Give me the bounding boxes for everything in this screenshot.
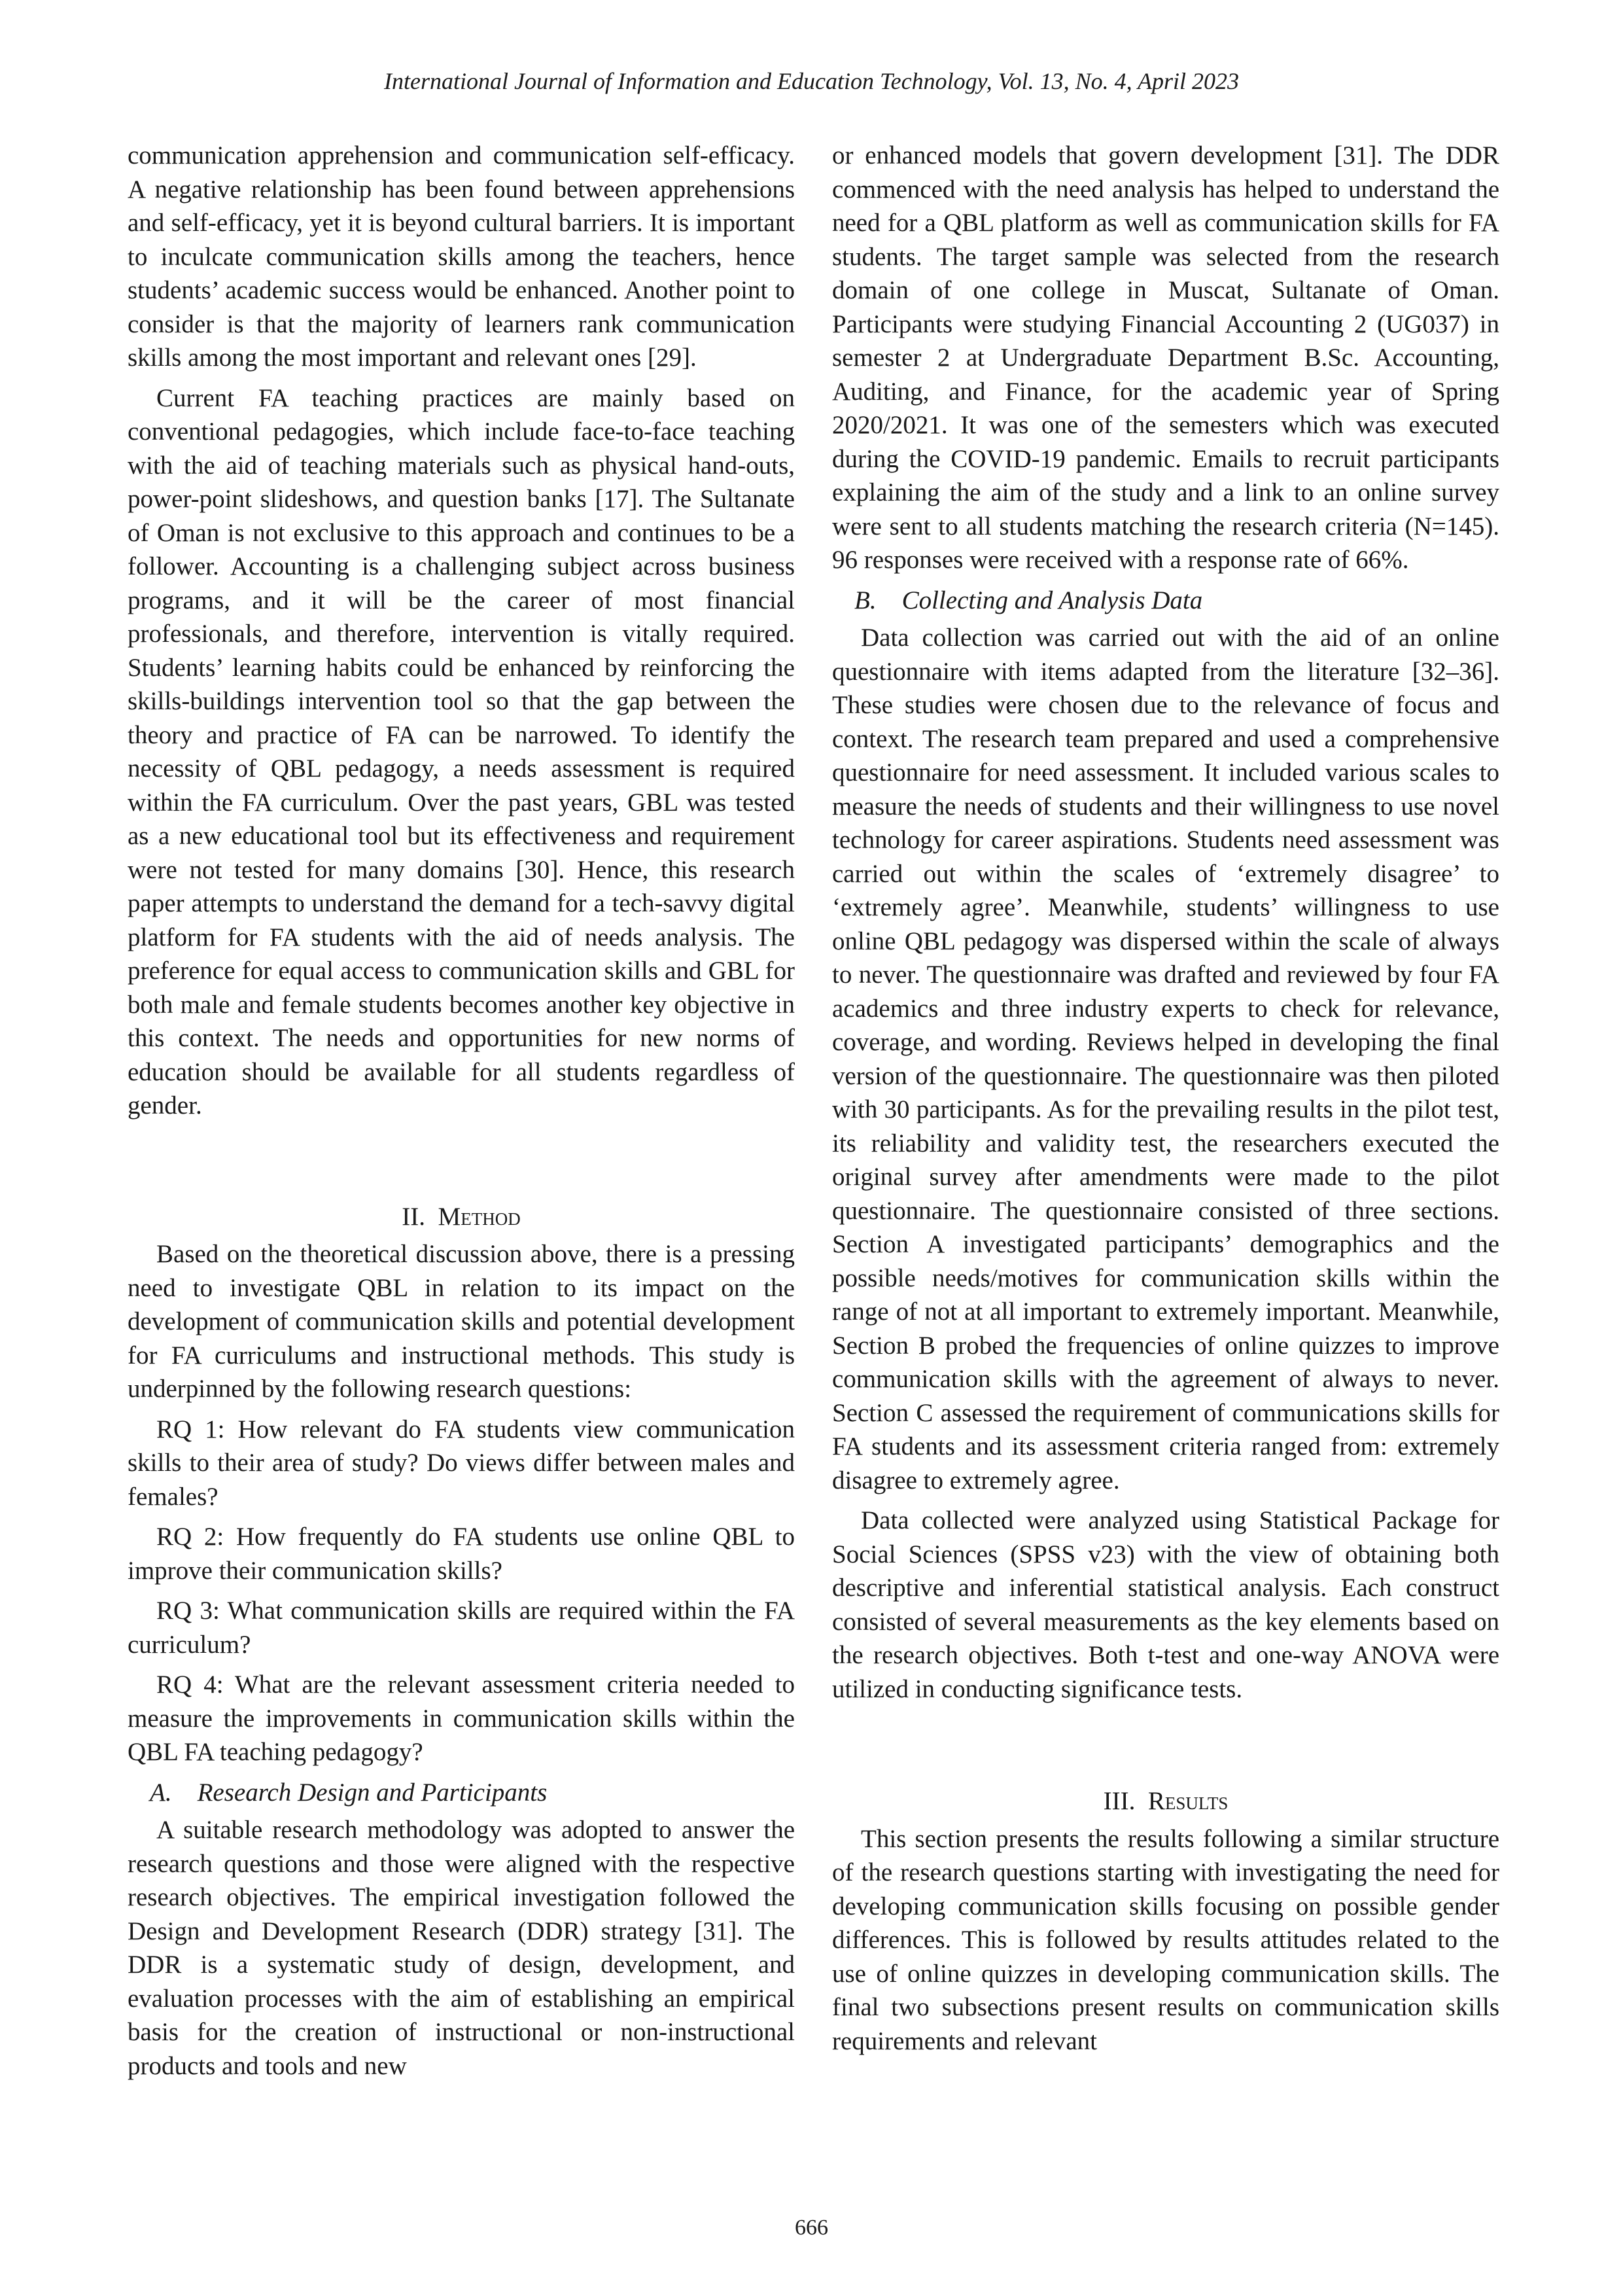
left-column (128, 139, 795, 2089)
paragraph: This section presents the results following a similar structure of the research questions starting with investigating the need for developing communication skills focusing on possible gender differences. This is followed by results attitudes related to the use of online quizzes in developing communication skills. The final two subsections present results on communication skills requirements and relevant (832, 1824, 1499, 2055)
section-heading-method (128, 1200, 795, 1234)
section-heading-results (832, 1784, 1499, 1818)
research-question: RQ 3: What communication skills are required within the FA curriculum? (128, 1597, 795, 1659)
paragraph: Current FA teaching practices are mainly based on conventional pedagogies, which include face-to-face teaching with the aid of teaching materials such as physical hand-outs, power-point slideshows, and question banks [17]. The Sultanate of Oman is not exclusive to this approach and continues to be a follower. Accounting is a challenging subject across business programs, and it will be the career of most financial professionals, and therefore, intervention is vitally required. Students’ learning habits could be enhanced by reinforcing the skills-buildings intervention tool so that the gap between the theory and practice of FA can be narrowed. To identify the necessity of QBL pedagogy, a needs assessment is required within the FA curriculum. Over the past years, GBL was tested as a new educational tool but its effectiveness and requirement were not tested for many domains [30]. Hence, this research paper attempts to understand the demand for a tech-savvy digital platform for FA students with the aid of needs analysis. The preference for equal access to communication skills and GBL for both male and female students becomes another key objective in this context. The needs and opportunities for new norms of education should be available for all students regardless of gender. (128, 383, 795, 1120)
paragraph: Data collection was carried out with the aid of an online questionnaire with items adapted from the literature [32–36]. These studies were chosen due to the relevance of focus and context. The research team prepared and used a comprehensive questionnaire for need assessment. It included various scales to measure the needs of students and their willingness to use novel technology for career aspirations. Students need assessment was carried out within the scales of ‘extremely disagree’ to ‘extremely agree’. Meanwhile, students’ willingness to use online QBL pedagogy was dispersed within the scale of always to never. The questionnaire was drafted and reviewed by four FA academics and three industry experts to check for relevance, coverage, and wording. Reviews helped in developing the final version of the questionnaire. The questionnaire was then piloted with 30 participants. As for the prevailing results in the pilot test, its reliability and validity test, the researchers executed the original survey after amendments were made to the pilot questionnaire. The questionnaire consisted of three sections. Section A investigated participants’ demographics and the possible needs/motives for communication skills within the range of not at all important to extremely important. Meanwhile, Section B probed the frequencies of online quizzes to improve communication skills with the agreement of always to never. Section C assessed the requirement of communications skills for FA students and its assessment criteria ranged from: extremely disagree to extremely agree. (832, 624, 1499, 1494)
section-number: II. (402, 1202, 426, 1231)
paragraph: or enhanced models that govern development [31]. The DDR commenced with the need analysis has helped to understand the need for a QBL platform as well as communication skills for FA students. The target sample was selected from the research domain of one college in Muscat, Sultanate of Oman. Participants were studying Financial Accounting 2 (UG037) in semester 2 at Undergraduate Department B.Sc. Accounting, Auditing, and Finance, for the academic year of Spring 2020/2021. It was one of the semesters which was executed during the COVID-19 pandemic. Emails to recruit participants explaining the aim of the study and a link to an online survey were sent to all students matching the research criteria (N=145). 96 responses were received with a response rate of 66%. (832, 141, 1499, 574)
research-question: RQ 2: How frequently do FA students use online QBL to improve their communication skills? (128, 1523, 795, 1585)
subsection-heading: B. Collecting and Analysis Data (854, 586, 1203, 614)
section-title: Method (438, 1202, 521, 1231)
right-column (832, 139, 1499, 2064)
running-header: International Journal of Information and Education Technology, Vol. 13, No. 4, April 2023 (384, 68, 1239, 94)
paragraph: A suitable research methodology was adopted to answer the research questions and those were aligned with the respective research objectives. The empirical investigation followed the Design and Development Research (DDR) strategy [31]. The DDR is a systematic study of design, development, and evaluation processes with the aim of establishing an empirical basis for the creation of instructional or non-instructional products and tools and new (128, 1816, 795, 2080)
section-title: Results (1147, 1787, 1229, 1815)
paragraph: Based on the theoretical discussion above, there is a pressing need to investigate QBL in relation to its impact on the development of communication skills and potential development for FA curriculums and instructional methods. This study is underpinned by the following research questions: (128, 1240, 795, 1403)
section-number: III. (1103, 1787, 1136, 1815)
subsection-heading: A. Research Design and Participants (150, 1778, 548, 1807)
research-question: RQ 1: How relevant do FA students view communication skills to their area of study? Do views differ between males and females? (128, 1415, 795, 1511)
paragraph: Data collected were analyzed using Statistical Package for Social Sciences (SPSS v23) with the view of obtaining both descriptive and inferential statistical analysis. Each construct consisted of several measurements as the key elements based on the research objectives. Both t-test and one-way ANOVA were utilized in conducting significance tests. (832, 1506, 1499, 1703)
paragraph: communication apprehension and communication self-efficacy. A negative relationship has been found between apprehensions and self-efficacy, yet it is beyond cultural barriers. It is important to inculcate communication skills among the teachers, hence students’ academic success would be enhanced. Another point to consider is that the majority of learners rank communication skills among the most important and relevant ones [29]. (128, 141, 795, 372)
research-question: RQ 4: What are the relevant assessment criteria needed to measure the improvements in communication skills within the QBL FA teaching pedagogy? (128, 1670, 795, 1766)
page-number: 666 (795, 2216, 828, 2240)
